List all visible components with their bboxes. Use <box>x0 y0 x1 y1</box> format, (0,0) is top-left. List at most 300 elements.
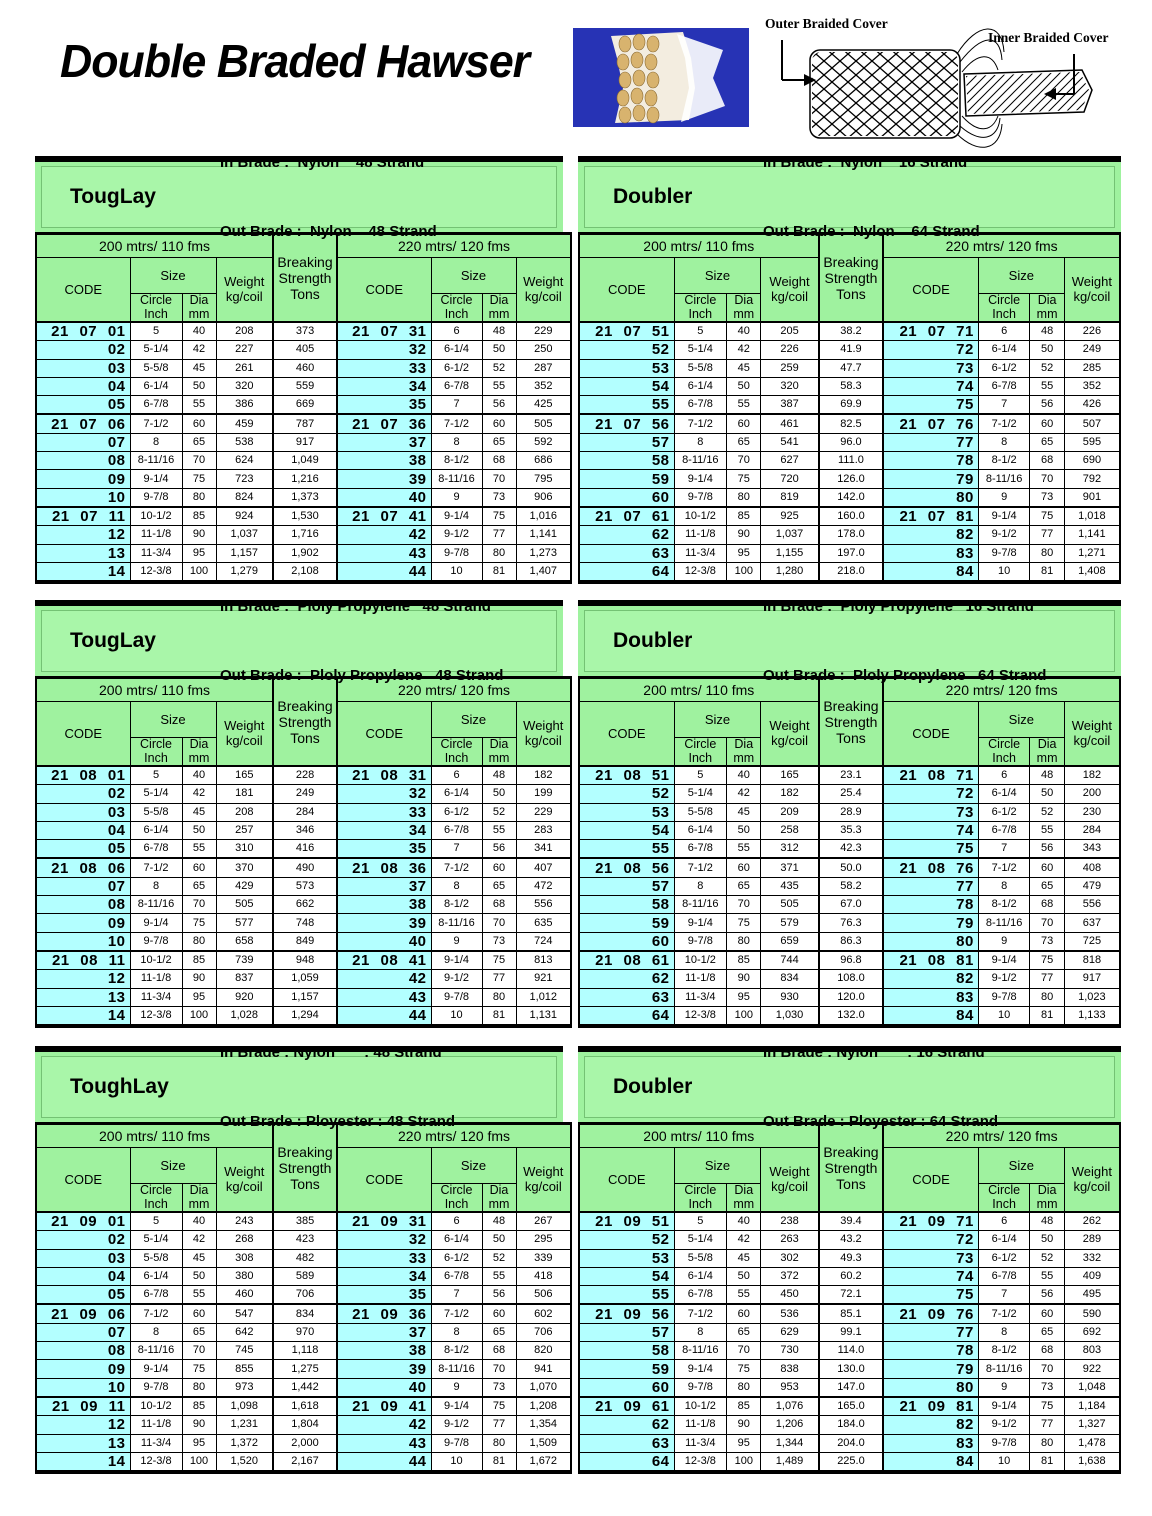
weight-cell: 165 <box>216 766 273 785</box>
dia-mm-header: Dia mm <box>482 738 516 767</box>
code-cell: 21 07 76 <box>883 414 978 433</box>
weight-cell: 495 <box>1064 1286 1120 1305</box>
dia-mm-cell: 50 <box>482 785 516 803</box>
circle-inch-cell: 8-11/16 <box>978 1360 1030 1378</box>
weight-cell: 341 <box>516 840 571 859</box>
weight-cell: 820 <box>516 1342 571 1360</box>
out-brade-line: Out Brade : Ployester : 64 Strand <box>763 1113 999 1131</box>
circle-inch-cell: 8 <box>978 433 1030 451</box>
dia-mm-cell: 70 <box>1030 1360 1064 1378</box>
breaking-strength-cell: 589 <box>273 1267 337 1285</box>
weight-cell: 973 <box>216 1378 273 1397</box>
weight-cell: 723 <box>216 470 273 488</box>
circle-inch-cell: 12-3/8 <box>674 1452 727 1472</box>
dia-mm-cell: 75 <box>182 1360 216 1378</box>
dia-mm-cell: 60 <box>1030 1304 1064 1323</box>
circle-inch-header: Circle Inch <box>130 1184 182 1213</box>
dia-mm-cell: 75 <box>727 914 761 932</box>
weight-cell: 258 <box>761 821 819 839</box>
code-cell: 83 <box>883 988 978 1006</box>
weight-cell: 1,016 <box>516 507 571 526</box>
weight-cell: 407 <box>516 858 571 877</box>
dia-mm-cell: 42 <box>182 341 216 359</box>
weight-cell: 921 <box>516 970 571 988</box>
size-header: Size <box>674 1148 761 1184</box>
code-cell: 75 <box>883 396 978 415</box>
breaking-strength-cell: 28.9 <box>819 803 884 821</box>
weight-cell: 506 <box>516 1286 571 1305</box>
dia-mm-cell: 50 <box>482 341 516 359</box>
weight-cell: 505 <box>761 896 819 914</box>
dia-mm-cell: 60 <box>1030 414 1064 433</box>
weight-cell: 226 <box>1064 322 1120 341</box>
code-cell: 43 <box>337 544 431 562</box>
dia-mm-cell: 75 <box>182 470 216 488</box>
spec-table-body <box>36 766 571 1026</box>
weight-cell: 1,076 <box>761 1397 819 1416</box>
breaking-strength-cell: 460 <box>273 359 337 377</box>
code-cell: 21 08 41 <box>337 951 431 970</box>
dia-mm-cell: 60 <box>182 414 216 433</box>
circle-inch-cell: 8-1/2 <box>431 1342 482 1360</box>
dia-mm-cell: 40 <box>727 322 761 341</box>
circle-inch-cell: 6 <box>978 1212 1030 1231</box>
code-cell: 74 <box>883 821 978 839</box>
code-cell: 84 <box>883 1006 978 1026</box>
dia-mm-cell: 60 <box>482 1304 516 1323</box>
dia-mm-cell: 65 <box>182 1323 216 1341</box>
weight-cell: 263 <box>761 1231 819 1249</box>
dia-mm-cell: 45 <box>727 359 761 377</box>
code-cell: 10 <box>36 1378 130 1397</box>
breaking-strength-cell: 1,275 <box>273 1360 337 1378</box>
circle-inch-cell: 10 <box>978 1006 1030 1026</box>
code-cell: 21 08 71 <box>883 766 978 785</box>
weight-cell: 1,520 <box>216 1452 273 1472</box>
circle-inch-cell: 5-5/8 <box>130 1249 182 1267</box>
weight-cell: 459 <box>216 414 273 433</box>
weight-cell: 724 <box>516 932 571 951</box>
circle-inch-cell: 5-1/4 <box>674 1231 727 1249</box>
span-200mtrs: 200 mtrs/ 110 fms <box>579 234 819 258</box>
circle-inch-cell: 6-1/4 <box>130 1267 182 1285</box>
breaking-strength-cell: 69.9 <box>819 396 884 415</box>
circle-inch-cell: 12-3/8 <box>674 1006 727 1026</box>
spec-table-body <box>579 766 1120 1026</box>
circle-inch-cell: 6-1/2 <box>978 1249 1030 1267</box>
weight-cell: 229 <box>516 322 571 341</box>
size-header: Size <box>130 258 216 294</box>
dia-mm-cell: 40 <box>727 1212 761 1231</box>
circle-inch-cell: 5 <box>130 766 182 785</box>
circle-inch-cell: 8 <box>431 1323 482 1341</box>
circle-inch-cell: 8-11/16 <box>978 914 1030 932</box>
circle-inch-cell: 7-1/2 <box>431 414 482 433</box>
circle-inch-cell: 8 <box>674 877 727 895</box>
weight-cell: 165 <box>761 766 819 785</box>
dia-mm-cell: 45 <box>727 803 761 821</box>
code-cell: 77 <box>883 1323 978 1341</box>
code-cell: 40 <box>337 1378 431 1397</box>
dia-mm-cell: 55 <box>182 396 216 415</box>
weight-header: Weight kg/coil <box>761 1148 819 1213</box>
code-cell: 02 <box>36 785 130 803</box>
circle-inch-cell: 6-1/2 <box>978 803 1030 821</box>
code-header: CODE <box>883 1148 978 1213</box>
weight-cell: 257 <box>216 821 273 839</box>
breaking-strength-cell: 662 <box>273 896 337 914</box>
code-cell: 59 <box>579 1360 674 1378</box>
breaking-strength-cell: 72.1 <box>819 1286 884 1305</box>
circle-inch-cell: 9-1/4 <box>431 507 482 526</box>
code-cell: 72 <box>883 785 978 803</box>
breaking-strength-cell: 346 <box>273 821 337 839</box>
breaking-strength-cell: 490 <box>273 858 337 877</box>
weight-cell: 795 <box>516 470 571 488</box>
code-cell: 79 <box>883 470 978 488</box>
breaking-strength-cell: 120.0 <box>819 988 884 1006</box>
code-cell: 35 <box>337 396 431 415</box>
circle-inch-cell: 7 <box>978 840 1030 859</box>
breaking-strength-cell: 35.3 <box>819 821 884 839</box>
weight-cell: 924 <box>216 507 273 526</box>
dia-mm-cell: 50 <box>727 821 761 839</box>
circle-inch-cell: 8-1/2 <box>978 896 1030 914</box>
circle-inch-cell: 8 <box>130 877 182 895</box>
table-header-box <box>41 1043 557 1131</box>
dia-mm-cell: 55 <box>727 1286 761 1305</box>
code-cell: 05 <box>36 1286 130 1305</box>
code-cell: 07 <box>36 877 130 895</box>
dia-mm-cell: 55 <box>727 840 761 859</box>
weight-cell: 855 <box>216 1360 273 1378</box>
dia-mm-cell: 90 <box>182 526 216 544</box>
circle-inch-header: Circle Inch <box>130 738 182 767</box>
breaking-strength-cell: 165.0 <box>819 1397 884 1416</box>
weight-cell: 310 <box>216 840 273 859</box>
code-cell: 37 <box>337 877 431 895</box>
weight-cell: 541 <box>761 433 819 451</box>
code-cell: 77 <box>883 433 978 451</box>
circle-inch-cell: 8-11/16 <box>431 914 482 932</box>
code-cell: 42 <box>337 526 431 544</box>
weight-cell: 1,231 <box>216 1416 273 1434</box>
breaking-strength-cell: 1,716 <box>273 526 337 544</box>
weight-cell: 1,478 <box>1064 1434 1120 1452</box>
circle-inch-cell: 5 <box>674 1212 727 1231</box>
circle-inch-cell: 6 <box>978 766 1030 785</box>
dia-mm-cell: 50 <box>1030 1231 1064 1249</box>
dia-mm-cell: 80 <box>182 488 216 507</box>
circle-inch-cell: 10-1/2 <box>674 951 727 970</box>
code-cell: 63 <box>579 1434 674 1452</box>
dia-mm-cell: 95 <box>727 544 761 562</box>
weight-header: Weight kg/coil <box>1064 258 1120 323</box>
dia-mm-cell: 65 <box>482 433 516 451</box>
circle-inch-cell: 6-1/2 <box>978 359 1030 377</box>
weight-cell: 259 <box>761 359 819 377</box>
circle-inch-cell: 8-1/2 <box>978 1342 1030 1360</box>
circle-inch-header: Circle Inch <box>130 294 182 323</box>
weight-cell: 1,098 <box>216 1397 273 1416</box>
dia-mm-cell: 85 <box>727 507 761 526</box>
code-cell: 14 <box>36 562 130 582</box>
dia-mm-cell: 77 <box>482 970 516 988</box>
weight-cell: 725 <box>1064 932 1120 951</box>
weight-cell: 1,018 <box>1064 507 1120 526</box>
weight-cell: 450 <box>761 1286 819 1305</box>
code-cell: 21 08 56 <box>579 858 674 877</box>
circle-inch-header: Circle Inch <box>431 1184 482 1213</box>
dia-mm-cell: 56 <box>482 396 516 415</box>
circle-inch-header: Circle Inch <box>978 1184 1030 1213</box>
dia-mm-cell: 77 <box>1030 526 1064 544</box>
code-cell: 32 <box>337 341 431 359</box>
dia-mm-cell: 65 <box>182 433 216 451</box>
out-brade-line: Out Brade : Ploly Propylene 48 Strand <box>220 667 504 685</box>
rope-photo <box>573 28 749 127</box>
code-cell: 58 <box>579 1342 674 1360</box>
dia-mm-cell: 80 <box>482 1434 516 1452</box>
code-cell: 21 09 71 <box>883 1212 978 1231</box>
code-cell: 77 <box>883 877 978 895</box>
dia-mm-cell: 75 <box>482 507 516 526</box>
weight-cell: 1,037 <box>216 526 273 544</box>
circle-inch-cell: 8 <box>130 433 182 451</box>
dia-mm-cell: 40 <box>727 766 761 785</box>
breaking-strength-cell: 38.2 <box>819 322 884 341</box>
weight-cell: 505 <box>216 896 273 914</box>
code-cell: 53 <box>579 803 674 821</box>
circle-inch-cell: 10-1/2 <box>674 507 727 526</box>
size-header: Size <box>978 1148 1064 1184</box>
breaking-strength-cell: 147.0 <box>819 1378 884 1397</box>
breaking-strength-cell: 76.3 <box>819 914 884 932</box>
breaking-strength-cell: 2,108 <box>273 562 337 582</box>
code-cell: 21 09 76 <box>883 1304 978 1323</box>
code-cell: 21 08 81 <box>883 951 978 970</box>
weight-cell: 920 <box>216 988 273 1006</box>
dia-mm-cell: 73 <box>482 488 516 507</box>
dia-mm-cell: 95 <box>727 1434 761 1452</box>
code-header: CODE <box>579 258 674 323</box>
dia-mm-cell: 45 <box>727 1249 761 1267</box>
code-cell: 39 <box>337 914 431 932</box>
weight-cell: 1,354 <box>516 1416 571 1434</box>
weight-cell: 627 <box>761 452 819 470</box>
span-220mtrs: 220 mtrs/ 120 fms <box>883 678 1120 702</box>
dia-mm-cell: 80 <box>727 932 761 951</box>
code-cell: 83 <box>883 1434 978 1452</box>
weight-cell: 1,273 <box>516 544 571 562</box>
dia-mm-cell: 81 <box>482 1006 516 1026</box>
code-cell: 83 <box>883 544 978 562</box>
circle-inch-cell: 5-1/4 <box>674 785 727 803</box>
size-header: Size <box>130 1148 216 1184</box>
dia-mm-cell: 52 <box>482 1249 516 1267</box>
circle-inch-header: Circle Inch <box>674 738 727 767</box>
dia-mm-cell: 65 <box>1030 433 1064 451</box>
span-220mtrs: 220 mtrs/ 120 fms <box>883 234 1120 258</box>
code-cell: 63 <box>579 988 674 1006</box>
code-cell: 32 <box>337 1231 431 1249</box>
weight-cell: 577 <box>216 914 273 932</box>
dia-mm-cell: 65 <box>182 877 216 895</box>
product-title: Doubler <box>613 1075 693 1098</box>
circle-inch-cell: 6-1/2 <box>431 1249 482 1267</box>
circle-inch-cell: 6-1/4 <box>431 785 482 803</box>
weight-cell: 268 <box>216 1231 273 1249</box>
circle-inch-cell: 9 <box>431 932 482 951</box>
breaking-strength-cell: 23.1 <box>819 766 884 785</box>
dia-mm-cell: 65 <box>727 1323 761 1341</box>
table-header <box>578 1043 1121 1131</box>
dia-mm-cell: 100 <box>182 1006 216 1026</box>
circle-inch-cell: 8-1/2 <box>431 896 482 914</box>
weight-cell: 426 <box>1064 396 1120 415</box>
breaking-strength-cell: 573 <box>273 877 337 895</box>
dia-mm-cell: 90 <box>182 970 216 988</box>
dia-mm-cell: 81 <box>482 1452 516 1472</box>
breaking-strength-cell: 416 <box>273 840 337 859</box>
breaking-strength-cell: 41.9 <box>819 341 884 359</box>
weight-cell: 624 <box>216 452 273 470</box>
code-cell: 55 <box>579 1286 674 1305</box>
breaking-strength-cell: 249 <box>273 785 337 803</box>
dia-mm-cell: 90 <box>727 970 761 988</box>
weight-cell: 1,157 <box>216 544 273 562</box>
weight-cell: 838 <box>761 1360 819 1378</box>
code-header: CODE <box>337 258 431 323</box>
circle-inch-cell: 9-7/8 <box>674 1378 727 1397</box>
circle-inch-cell: 6-7/8 <box>978 821 1030 839</box>
breaking-strength-cell: 96.8 <box>819 951 884 970</box>
code-cell: 63 <box>579 544 674 562</box>
circle-inch-cell: 9-7/8 <box>431 988 482 1006</box>
table-header <box>578 597 1121 685</box>
breaking-strength-cell: 748 <box>273 914 337 932</box>
weight-cell: 834 <box>761 970 819 988</box>
dia-mm-cell: 75 <box>727 1360 761 1378</box>
code-header: CODE <box>337 1148 431 1213</box>
dia-mm-cell: 42 <box>727 341 761 359</box>
spec-table-body <box>36 322 571 582</box>
circle-inch-cell: 6 <box>431 766 482 785</box>
dia-mm-cell: 81 <box>1030 562 1064 582</box>
code-cell: 21 08 01 <box>36 766 130 785</box>
circle-inch-cell: 8-11/16 <box>431 1360 482 1378</box>
code-cell: 03 <box>36 803 130 821</box>
breaking-strength-cell: 284 <box>273 803 337 821</box>
circle-inch-cell: 9-1/2 <box>431 970 482 988</box>
circle-inch-cell: 10 <box>431 562 482 582</box>
circle-inch-cell: 8-11/16 <box>431 470 482 488</box>
circle-inch-cell: 6-7/8 <box>674 840 727 859</box>
code-cell: 03 <box>36 1249 130 1267</box>
dia-mm-cell: 56 <box>482 1286 516 1305</box>
weight-cell: 917 <box>1064 970 1120 988</box>
breaking-strength-cell: 67.0 <box>819 896 884 914</box>
brade-spec <box>763 994 998 1180</box>
span-200mtrs: 200 mtrs/ 110 fms <box>36 234 273 258</box>
dia-mm-cell: 50 <box>1030 785 1064 803</box>
weight-header: Weight kg/coil <box>516 258 571 323</box>
code-cell: 34 <box>337 377 431 395</box>
code-cell: 82 <box>883 526 978 544</box>
code-cell: 08 <box>36 452 130 470</box>
dia-mm-cell: 68 <box>1030 896 1064 914</box>
breaking-strength-cell: 204.0 <box>819 1434 884 1452</box>
weight-cell: 209 <box>761 803 819 821</box>
weight-cell: 692 <box>1064 1323 1120 1341</box>
dia-mm-cell: 80 <box>482 544 516 562</box>
code-cell: 82 <box>883 1416 978 1434</box>
dia-mm-cell: 40 <box>182 766 216 785</box>
code-cell: 21 09 81 <box>883 1397 978 1416</box>
circle-inch-cell: 6-7/8 <box>674 1286 727 1305</box>
dia-mm-cell: 48 <box>1030 322 1064 341</box>
code-cell: 79 <box>883 1360 978 1378</box>
breaking-strength-header: Breaking Strength Tons <box>819 234 884 323</box>
dia-mm-cell: 50 <box>482 1231 516 1249</box>
dia-mm-cell: 55 <box>1030 1267 1064 1285</box>
span-200mtrs: 200 mtrs/ 110 fms <box>579 678 819 702</box>
code-cell: 05 <box>36 840 130 859</box>
dia-mm-cell: 56 <box>482 840 516 859</box>
weight-cell: 460 <box>216 1286 273 1305</box>
breaking-strength-cell: 60.2 <box>819 1267 884 1285</box>
code-cell: 21 08 11 <box>36 951 130 970</box>
circle-inch-cell: 8 <box>978 877 1030 895</box>
breaking-strength-header: Breaking Strength Tons <box>819 678 884 767</box>
dia-mm-cell: 68 <box>1030 1342 1064 1360</box>
circle-inch-cell: 12-3/8 <box>130 562 182 582</box>
code-cell: 57 <box>579 1323 674 1341</box>
dia-mm-header: Dia mm <box>1030 294 1064 323</box>
circle-inch-cell: 9-1/2 <box>431 1416 482 1434</box>
dia-mm-cell: 85 <box>182 507 216 526</box>
breaking-strength-cell: 25.4 <box>819 785 884 803</box>
dia-mm-cell: 100 <box>727 1006 761 1026</box>
circle-inch-cell: 9-7/8 <box>978 1434 1030 1452</box>
circle-inch-cell: 9 <box>978 1378 1030 1397</box>
circle-inch-cell: 10 <box>978 562 1030 582</box>
code-cell: 62 <box>579 970 674 988</box>
weight-cell: 1,155 <box>761 544 819 562</box>
dia-mm-cell: 68 <box>482 1342 516 1360</box>
code-cell: 42 <box>337 1416 431 1434</box>
dia-mm-cell: 45 <box>182 803 216 821</box>
dia-mm-cell: 60 <box>727 1304 761 1323</box>
code-cell: 62 <box>579 1416 674 1434</box>
breaking-strength-cell: 1,442 <box>273 1378 337 1397</box>
weight-header: Weight kg/coil <box>761 702 819 767</box>
table-header <box>35 1043 563 1131</box>
dia-mm-cell: 95 <box>182 988 216 1006</box>
code-cell: 03 <box>36 359 130 377</box>
code-cell: 84 <box>883 1452 978 1472</box>
code-cell: 21 08 61 <box>579 951 674 970</box>
weight-cell: 1,279 <box>216 562 273 582</box>
code-cell: 07 <box>36 1323 130 1341</box>
weight-cell: 295 <box>516 1231 571 1249</box>
breaking-strength-cell: 197.0 <box>819 544 884 562</box>
weight-cell: 720 <box>761 470 819 488</box>
dia-mm-cell: 60 <box>482 858 516 877</box>
dia-mm-cell: 55 <box>482 821 516 839</box>
dia-mm-cell: 85 <box>182 951 216 970</box>
weight-cell: 418 <box>516 1267 571 1285</box>
